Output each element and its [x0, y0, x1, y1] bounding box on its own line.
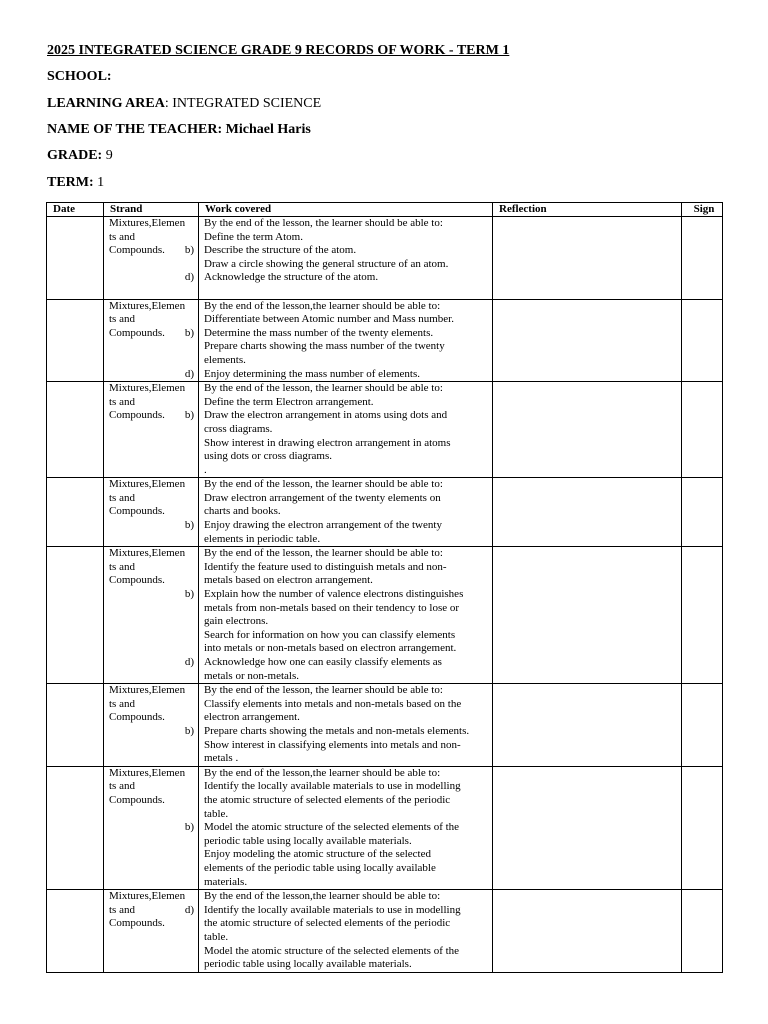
strand-line: [109, 725, 194, 739]
strand-line: [109, 794, 194, 808]
work-covered-cell: [199, 478, 493, 547]
strand-line: [109, 478, 194, 492]
work-line: Enjoy determining the mass number of elements.: [204, 367, 420, 380]
col-header-strand: Strand: [104, 203, 199, 217]
work-line: Show interest in classifying elements into metals and non-: [204, 738, 461, 751]
table-row: [47, 217, 723, 300]
date-cell: [47, 890, 104, 973]
sign-cell[interactable]: [682, 382, 723, 478]
sign-cell[interactable]: [682, 890, 723, 973]
work-covered-cell: [199, 382, 493, 478]
reflection-cell[interactable]: [493, 890, 682, 973]
work-line: gain electrons.: [204, 615, 269, 628]
work-line: electron arrangement.: [204, 711, 300, 724]
date-cell: [47, 684, 104, 767]
work-line: Model the atomic structure of the selected elements of the: [204, 821, 460, 834]
work-line: .: [204, 463, 207, 476]
work-line: Define the term Atom.: [204, 230, 303, 243]
strand-text: Mixtures,Elemen: [109, 217, 186, 229]
list-marker: d): [184, 271, 194, 284]
list-marker: b): [184, 326, 194, 339]
strand-line: [109, 244, 194, 258]
reflection-cell[interactable]: [493, 382, 682, 478]
strand-line: [109, 602, 194, 616]
learning-area-label: LEARNING AREA: [47, 96, 165, 111]
table-row: [47, 684, 723, 767]
work-line: Identify the locally available materials to use in modelling: [204, 780, 461, 793]
table-row: [47, 478, 723, 547]
reflection-cell[interactable]: [493, 766, 682, 889]
work-line: Explain how the number of valence electrons distinguishes: [204, 588, 464, 601]
strand-text: Mixtures,Elemen: [109, 547, 186, 560]
work-line: elements.: [204, 353, 246, 366]
grade-label: GRADE:: [47, 148, 103, 163]
teacher-label: NAME OF THE TEACHER: Michael Haris: [47, 122, 311, 137]
strand-line: [109, 519, 194, 533]
work-line: [204, 285, 488, 299]
strand-line: [109, 615, 194, 629]
work-line: elements of the periodic table using locally available: [204, 861, 436, 874]
work-covered-cell: [199, 684, 493, 767]
table-row: [47, 890, 723, 973]
list-marker: b): [184, 244, 194, 257]
strand-line: [109, 890, 194, 904]
list-marker: d): [184, 367, 194, 380]
col-header-sign: Sign: [682, 203, 723, 217]
work-line: metals from non-metals based on their tendency to lose or: [204, 601, 460, 614]
work-line: By the end of the lesson, the learner should be able to:: [204, 478, 443, 491]
col-header-date: Date: [47, 203, 104, 217]
work-line: By the end of the lesson,the learner should be able to:: [204, 766, 441, 779]
work-line: Describe the structure of the atom.: [204, 244, 357, 257]
work-line: Model the atomic structure of the selected elements of the: [204, 944, 460, 957]
reflection-cell[interactable]: [493, 684, 682, 767]
strand-line: [109, 231, 194, 245]
strand-line: [109, 767, 194, 781]
list-marker: b): [184, 519, 194, 532]
work-covered-cell: [199, 299, 493, 382]
work-line: Enjoy drawing the electron arrangement of the twenty: [204, 519, 442, 532]
strand-text: Compounds.: [109, 409, 165, 422]
work-line: Show interest in drawing electron arrangement in atoms: [204, 436, 451, 449]
strand-line: [109, 917, 194, 931]
work-line: table.: [204, 807, 229, 820]
school-label: SCHOOL:: [47, 69, 112, 84]
reflection-cell[interactable]: [493, 217, 682, 300]
strand-line: [109, 271, 194, 285]
strand-line: [109, 780, 194, 794]
date-cell: [47, 382, 104, 478]
sign-cell[interactable]: [682, 217, 723, 300]
work-line: Acknowledge the structure of the atom.: [204, 271, 379, 284]
strand-line: [109, 382, 194, 396]
reflection-cell[interactable]: [493, 299, 682, 382]
date-cell: [47, 217, 104, 300]
work-line: Identify the feature used to distinguish metals and non-: [204, 560, 447, 573]
school-line: [47, 69, 112, 85]
work-line: periodic table using locally available materials.: [204, 834, 412, 847]
strand-text: ts and: [109, 491, 135, 504]
strand-line: [109, 217, 194, 231]
list-marker: b): [184, 821, 194, 834]
work-line: materials.: [204, 875, 248, 888]
work-covered-cell: [199, 890, 493, 973]
work-line: By the end of the lesson, the learner should be able to:: [204, 217, 443, 229]
sign-cell[interactable]: [682, 299, 723, 382]
work-line: Acknowledge how one can easily classify elements as: [204, 656, 442, 668]
work-line: into metals or non-metals based on electron arrangement.: [204, 642, 457, 655]
table-row: [47, 766, 723, 889]
work-line: By the end of the lesson, the learner should be able to:: [204, 382, 443, 395]
work-covered-cell: [199, 217, 493, 300]
strand-text: ts and: [109, 230, 135, 243]
strand-text: ts and: [109, 697, 135, 710]
strand-text: Compounds.: [109, 711, 165, 724]
strand-line: [109, 409, 194, 423]
work-line: Determine the mass number of the twenty elements.: [204, 326, 434, 339]
sign-cell[interactable]: [682, 684, 723, 767]
col-header-reflection: Reflection: [493, 203, 682, 217]
work-line: the atomic structure of selected elements of the periodic: [204, 917, 451, 930]
date-cell: [47, 478, 104, 547]
learning-area-line: [47, 96, 321, 112]
date-cell: [47, 547, 104, 684]
term-value: 1: [93, 175, 105, 190]
work-line: By the end of the lesson,the learner should be able to:: [204, 299, 441, 312]
date-cell: [47, 299, 104, 382]
sign-cell[interactable]: [682, 766, 723, 889]
grade-line: [47, 148, 113, 164]
strand-cell: [104, 766, 199, 889]
strand-text: Compounds.: [109, 574, 165, 587]
date-cell: [47, 766, 104, 889]
strand-text: ts and: [109, 395, 135, 408]
work-line: Prepare charts showing the metals and non-metals elements.: [204, 725, 470, 738]
reflection-cell[interactable]: [493, 547, 682, 684]
teacher-line: [47, 122, 311, 138]
work-line: metals based on electron arrangement.: [204, 574, 373, 587]
strand-line: [109, 588, 194, 602]
strand-line: [109, 642, 194, 656]
strand-line: [109, 300, 194, 314]
strand-line: [109, 396, 194, 410]
work-line: Define the term Electron arrangement.: [204, 395, 374, 408]
list-marker: b): [184, 725, 194, 738]
work-line: charts and books.: [204, 505, 281, 518]
table-row: [47, 299, 723, 382]
strand-text: Compounds.: [109, 917, 165, 930]
work-line: By the end of the lesson, the learner should be able to:: [204, 684, 443, 697]
work-line: the atomic structure of selected elements of the periodic: [204, 794, 451, 806]
work-line: Prepare charts showing the mass number of the twenty: [204, 340, 445, 353]
work-line: By the end of the lesson, the learner should be able to:: [204, 547, 443, 560]
strand-text: Mixtures,Elemen: [109, 684, 186, 697]
work-covered-cell: [199, 547, 493, 684]
list-marker: b): [184, 588, 194, 601]
strand-cell: [104, 478, 199, 547]
work-line: periodic table using locally available materials.: [204, 958, 412, 971]
records-table: [46, 202, 723, 973]
strand-cell: [104, 547, 199, 684]
work-line: Identify the locally available materials to use in modelling: [204, 903, 461, 916]
strand-line: [109, 505, 194, 519]
strand-line: [109, 574, 194, 588]
col-header-work-covered: Work covered: [199, 203, 493, 217]
strand-line: [109, 258, 194, 272]
strand-cell: [104, 684, 199, 767]
strand-line: [109, 629, 194, 643]
strand-line: [109, 684, 194, 698]
strand-text: Mixtures,Elemen: [109, 478, 186, 491]
strand-text: Compounds.: [109, 505, 165, 518]
strand-text: ts and: [109, 560, 135, 573]
strand-line: [109, 561, 194, 575]
term-line: [47, 175, 104, 191]
work-line: table.: [204, 930, 229, 943]
strand-line: [109, 327, 194, 341]
work-line: cross diagrams.: [204, 422, 273, 435]
strand-line: [109, 698, 194, 712]
strand-text: Mixtures,Elemen: [109, 890, 186, 903]
strand-line: [109, 313, 194, 327]
work-line: Draw the electron arrangement in atoms using dots and: [204, 409, 448, 422]
strand-text: ts and: [109, 313, 135, 326]
strand-line: [109, 492, 194, 506]
work-line: Draw electron arrangement of the twenty elements on: [204, 491, 441, 504]
term-label: TERM:: [47, 175, 94, 190]
work-line: Enjoy modeling the atomic structure of the selected: [204, 848, 431, 861]
strand-text: ts and: [109, 780, 135, 793]
sign-cell[interactable]: [682, 478, 723, 547]
strand-line: [109, 547, 194, 561]
strand-text: Mixtures,Elemen: [109, 299, 186, 312]
strand-text: Mixtures,Elemen: [109, 766, 186, 779]
work-line: Search for information on how you can classify elements: [204, 628, 456, 641]
strand-line: [109, 656, 194, 670]
list-marker: d): [184, 656, 194, 668]
sign-cell[interactable]: [682, 547, 723, 684]
strand-line: [109, 904, 194, 918]
strand-line: [109, 808, 194, 822]
document-title: 2025 INTEGRATED SCIENCE GRADE 9 RECORDS OF WORK - TERM 1: [47, 43, 510, 58]
reflection-cell[interactable]: [493, 478, 682, 547]
work-line: Draw a circle showing the general structure of an atom.: [204, 257, 449, 270]
strand-cell: [104, 382, 199, 478]
strand-cell: [104, 217, 199, 300]
strand-cell: [104, 299, 199, 382]
work-line: Classify elements into metals and non-metals based on the: [204, 697, 462, 710]
work-covered-cell: [199, 766, 493, 889]
strand-line: [109, 340, 194, 354]
table-row: [47, 382, 723, 478]
table-header-row: [47, 203, 723, 217]
table-row: [47, 547, 723, 684]
work-line: using dots or cross diagrams.: [204, 450, 333, 463]
list-marker: d): [184, 903, 194, 916]
work-line: elements in periodic table.: [204, 532, 321, 545]
work-line: metals .: [204, 752, 239, 765]
strand-text: Mixtures,Elemen: [109, 382, 186, 395]
grade-value: 9: [102, 148, 113, 163]
strand-text: Compounds.: [109, 794, 165, 806]
strand-text: Compounds.: [109, 244, 165, 257]
list-marker: b): [184, 409, 194, 422]
strand-text: Compounds.: [109, 326, 165, 339]
work-line: Differentiate between Atomic number and Mass number.: [204, 313, 454, 326]
strand-cell: [104, 890, 199, 973]
work-line: By the end of the lesson,the learner should be able to:: [204, 890, 441, 903]
strand-line: [109, 368, 194, 382]
strand-text: ts and: [109, 903, 135, 916]
learning-area-value: : INTEGRATED SCIENCE: [164, 96, 322, 111]
strand-line: [109, 354, 194, 368]
strand-line: [109, 821, 194, 835]
work-line: metals or non-metals.: [204, 669, 300, 682]
strand-line: [109, 711, 194, 725]
